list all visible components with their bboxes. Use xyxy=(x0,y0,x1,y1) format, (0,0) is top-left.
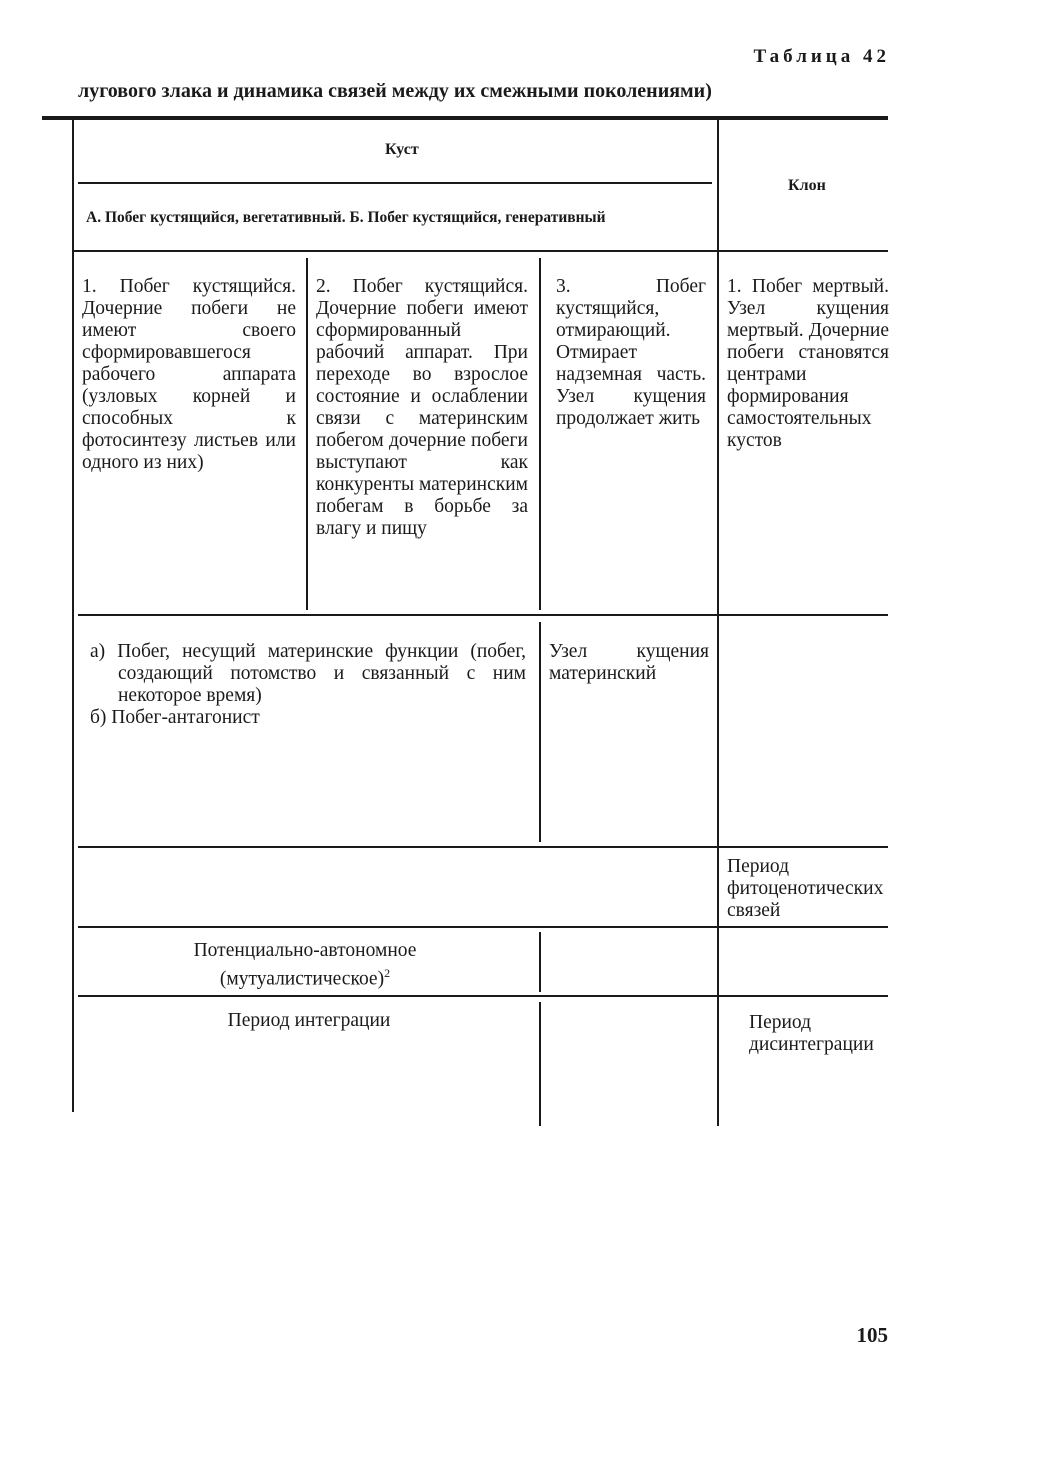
left-border xyxy=(72,120,74,1112)
integration-period-cell: Период интеграции xyxy=(227,1010,391,1031)
col1-col2-divider xyxy=(306,258,308,610)
row3-bottom-rule xyxy=(78,926,888,928)
row1-bottom-rule xyxy=(78,614,888,616)
kust-subhead-rule xyxy=(78,182,712,184)
autonomous-line: Потенциально-автономное xyxy=(193,940,417,961)
stage-1-cell: 1. Побег кустящийся. Дочерние побеги не имеют своего сформировавшегося рабочего аппарата (узловых корней и способных к фотосинтезу листьев или одного из них) xyxy=(82,276,296,473)
row5-divider xyxy=(539,1002,541,1126)
footnote-mark: 2 xyxy=(384,966,391,980)
list-item: б) Побег-антагонист xyxy=(90,707,260,728)
mutualistic-text: (мутуалистическое) xyxy=(219,968,385,990)
mutualistic-line xyxy=(140,962,470,991)
table-label: Таблица 42 xyxy=(753,46,890,67)
kust-subheader: А. Побег кустящийся, вегетативный. Б. Побег кустящийся, генеративный xyxy=(86,209,606,226)
kust-header: Куст xyxy=(385,141,419,158)
top-rule xyxy=(42,116,888,120)
stage-2-cell: 2. Побег кустящийся. Дочерние побеги имеют сформированный рабочий аппарат. При переходе во взрослое состояние и ослаблении связи с материнским побегом дочерние побеги выступают как конкуренты материнским побегам в борьбе за влагу и пищу xyxy=(316,276,529,539)
row4-divider xyxy=(539,932,541,992)
col2-col3-divider xyxy=(539,258,541,610)
klon-divider xyxy=(717,120,719,1126)
clone-stage-1-cell: 1. Побег мертвый. Узел кущения мертвый. Дочерние побеги становятся центрами формирования самостоятельных кустов xyxy=(727,276,889,451)
disintegration-period-cell: Период дисинтеграции xyxy=(749,1012,874,1055)
tillering-node-cell: Узел кущения материнский xyxy=(549,641,709,684)
row4-bottom-rule xyxy=(78,995,888,997)
table-title-line: лугового злака и динамика связей между их смежными поколениями) xyxy=(78,80,712,102)
row2-divider xyxy=(539,622,541,842)
header-bottom-rule xyxy=(72,250,888,252)
phytocenotic-period-cell: Период фитоценотических связей xyxy=(727,856,884,921)
klon-header: Клон xyxy=(788,177,826,194)
list-item: а) Побег, несущий материнские функции (побег, создающий потомство и связанный с ним некоторое время) xyxy=(90,641,526,706)
stage-3-cell: 3. Побег кустящийся, отмирающий. Отмирает надземная часть. Узел кущения продолжает жить xyxy=(556,276,706,429)
potentially-autonomous-cell xyxy=(140,940,470,991)
row2-bottom-rule xyxy=(78,846,888,848)
page-number: 105 xyxy=(856,1323,888,1347)
shoot-roles-list xyxy=(90,641,526,729)
